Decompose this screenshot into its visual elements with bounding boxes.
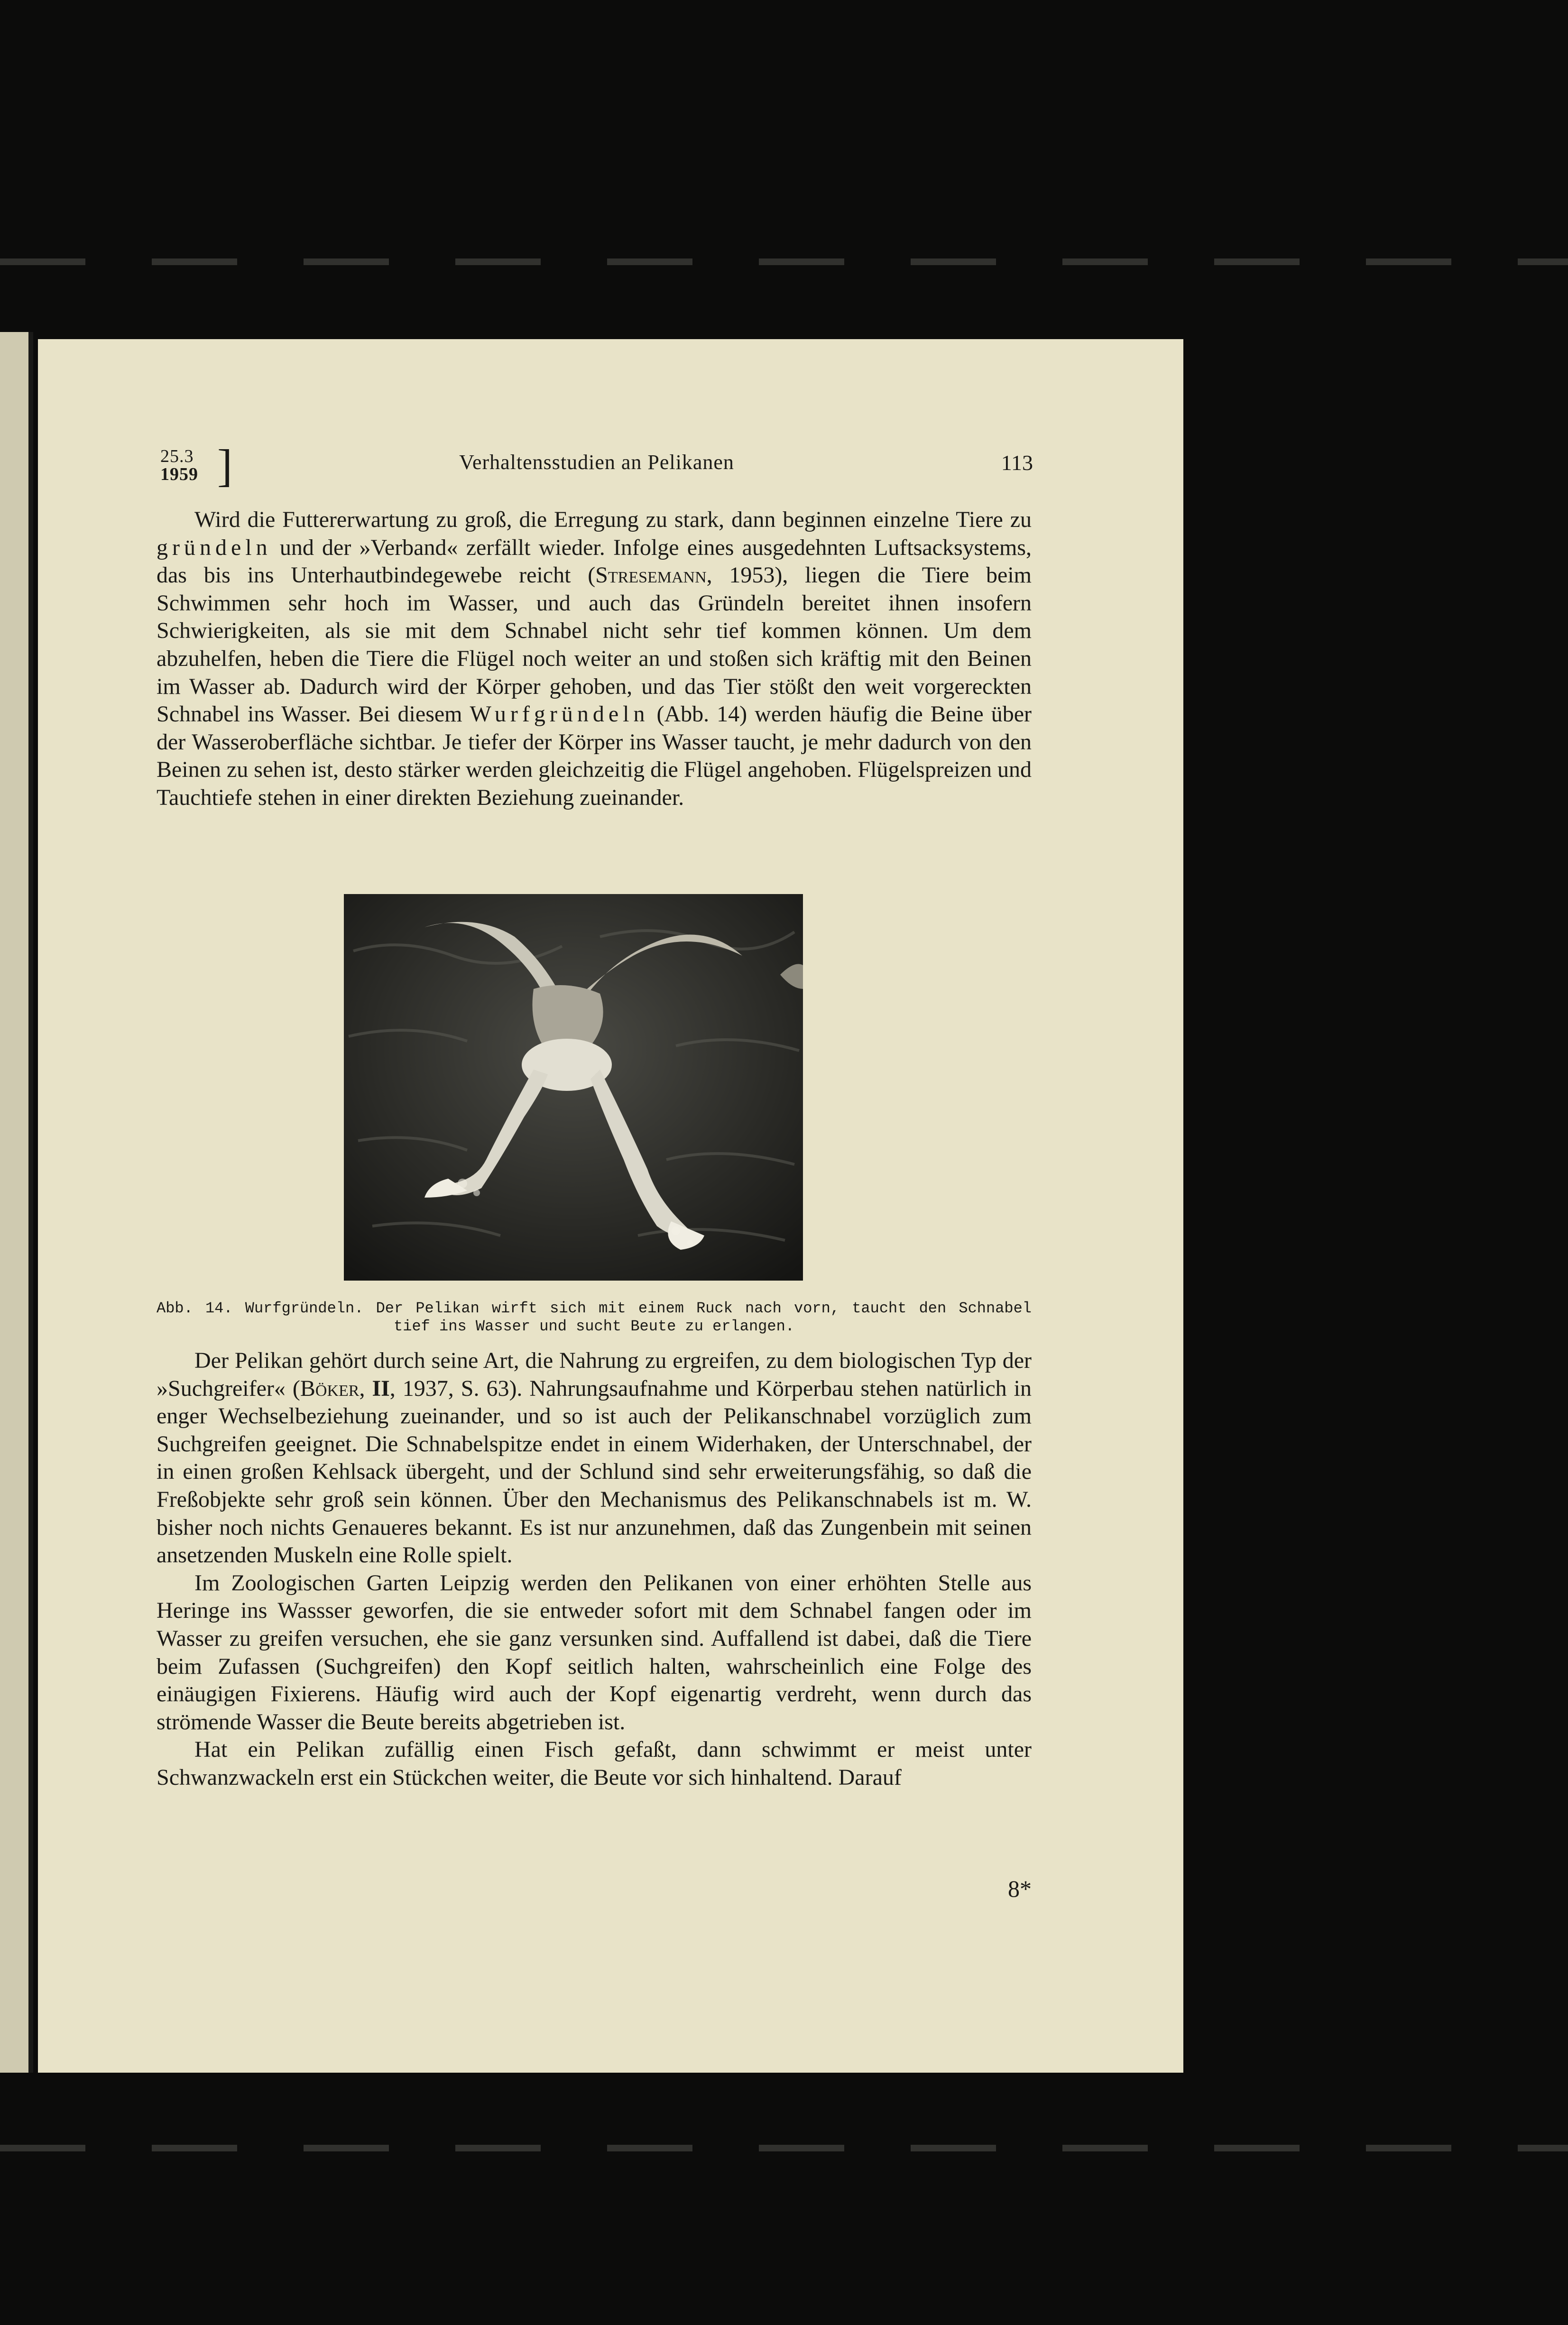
text-run: und der »Verband« zerfällt wieder. Infolge eines ausgedehnten Luftsacksystems, das bis ins Unterhautbindegewebe reicht ( [157, 535, 1032, 588]
text-run: Wird die Futtererwartung zu groß, die Erregung zu stark, dann beginnen einzelne Tiere zu [194, 507, 1032, 532]
volume-year: 1959 [160, 464, 198, 484]
scan-rule-bottom [0, 2145, 1568, 2151]
caption-line-1: Abb. 14. Wurfgründeln. Der Pelikan wirft sich mit einem Ruck nach vorn, taucht den Schnabel [157, 1300, 1032, 1317]
text-run: , 1937, S. 63). Nahrungsaufnahme und Körperbau stehen natürlich in enger Wechselbeziehung zueinander, und so ist auch der Pelikanschnabel vorzüglich zum Suchgreifen geeignet. Die Schnabelspitze endet in einem Widerhaken, der Unterschnabel, der in einen großen Kehlsack übergeht, und der Schlund sind sehr erweiterungsfähig, so daß die Freßobjekte sehr groß sein können. Über den Mechanismus des Pelikanschnabels ist m. W. bisher noch nichts Genaueres bekannt. Es ist nur anzunehmen, daß das Zungenbein mit seinen ansetzenden Muskeln eine Rolle spielt. [157, 1375, 1032, 1568]
page-number: 113 [1001, 451, 1033, 475]
emphasis-spaced: gründeln [157, 535, 272, 560]
figure-caption [157, 1300, 1032, 1336]
previous-page-edge [0, 332, 33, 2073]
paragraph-2 [157, 1347, 1032, 1569]
text-run: , 1953), liegen die Tiere beim Schwimmen sehr hoch im Wasser, und auch das Gründeln bereitet ihnen insofern Schwierigkeiten, als sie mit dem Schnabel nicht sehr tief kommen können. Um dem abzuhelfen, heben die Tiere die Flügel noch weiter an und stoßen sich kräftig mit den Beinen im Wasser ab. Dadurch wird der Körper gehoben, und das Tier stößt den weit vorgereckten Schnabel ins Wasser. Bei diesem [157, 563, 1032, 727]
text-run: Der Pelikan gehört durch seine Art, die Nahrung zu ergreifen, zu dem biologischen Typ der »Suchgreifer« ( [157, 1348, 1032, 1401]
text-run: , [359, 1375, 372, 1401]
figure-photo-pelican [344, 894, 803, 1281]
signature-mark: 8* [1008, 1875, 1032, 1902]
paragraph-1 [157, 506, 1032, 812]
paragraph-4: Hat ein Pelikan zufällig einen Fisch gefaßt, dann schwimmt er meist unter Schwanzwackeln erst ein Stückchen weiter, die Beute vor sich hinhaltend. Darauf [157, 1737, 1032, 1790]
author-citation: Stresemann [595, 563, 707, 588]
paragraphs-lower [157, 1347, 1032, 1792]
scan-rule-top [0, 258, 1568, 265]
caption-line-2: tief ins Wasser und sucht Beute zu erlangen. [394, 1318, 794, 1335]
author-citation: Böker [300, 1375, 360, 1401]
text-run: (Abb. 14) werden häufig die Beine über der Wasseroberfläche sichtbar. Je tiefer der Körper ins Wasser taucht, je mehr dadurch von den Beinen zu sehen ist, desto stärker werden gleichzeitig die Flügel angehoben. Flügelspreizen und Tauchtiefe stehen in einer direkten Beziehung zueinander. [157, 701, 1032, 810]
running-head [160, 440, 1033, 491]
paragraph-3: Im Zoologischen Garten Leipzig werden den Pelikanen von einer erhöhten Stelle aus Heringe ins Wassser geworfen, die sie entweder sofort mit dem Schnabel fangen oder im Wasser zu greifen versuchen, ehe sie ganz versunken sind. Auffallend ist dabei, daß die Tiere beim Zufassen (Suchgreifen) den Kopf seitlich halten, wahrscheinlich eine Folge des einäugigen Fixierens. Häufig wird auch der Kopf eigenartig verdreht, wenn durch das strömende Wasser die Beute bereits abgetrieben ist. [157, 1570, 1032, 1735]
volume-roman: II [372, 1375, 390, 1401]
volume-bracket: ] [217, 440, 232, 491]
running-title: Verhaltensstudien an Pelikanen [459, 451, 734, 474]
pelican-photo-illustration [344, 894, 803, 1281]
book-page [38, 339, 1183, 2073]
emphasis-spaced: Wurfgründeln [470, 701, 649, 727]
volume-issue: 25.3 [160, 446, 194, 466]
